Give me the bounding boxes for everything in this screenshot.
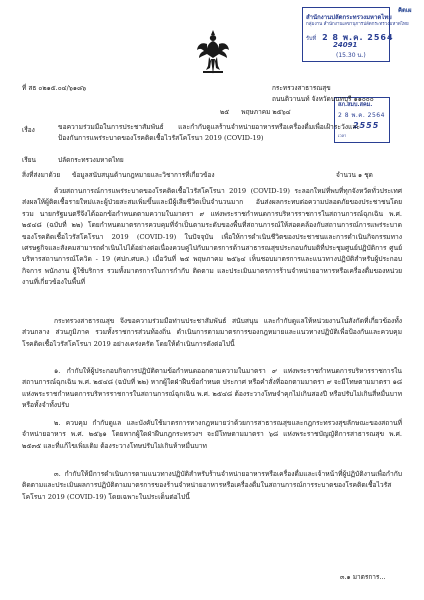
stamp-office: สำนักงานปลัดกระทรวงมหาดไทย <box>306 14 392 21</box>
body-paragraph-1: ด้วยสถานการณ์การแพร่ระบาดของโรคติดเชื้อไวรัสโคโรนา 2019 (COVID-19) ระลอกใหม่ที่พบที่ทุกจังหวัดทั่วประเทศ ส่งผลให้ผู้ติดเชื้อรายใหม่และผู้ป่วยสะสมเพิ่มขึ้นและมีผู้เสียชีวิตเป็นจำนวนมาก อันส่งผลกระทบต่อความปลอดภัยของประชาชนโดยรวม นายกรัฐมนตรีจึงได้ออกข้อกำหนดตามความในมาตรา ๙ แห่งพระราชกำหนดการบริหารราชการในสถานการณ์ฉุกเฉิน พ.ศ. ๒๕๔๘ (ฉบับที่ ๒๒) โดยกำหนดมาตรการควบคุมที่จำเป็นตามระดับของพื้นที่สถานการณ์ให้สอดคล้องกับสถานการณ์การแพร่ระบาดของโรคติดเชื้อไวรัสโคโรนา 2019 (COVID-19) ในปัจจุบัน เพื่อให้การดำเนินชีวิตของประชาชนและการดำเนินกิจกรรมทางเศรษฐกิจและสังคมสามารถดำเนินไปได้อย่างต่อเนื่องควบคู่ไปกับมาตรการด้านสาธารณสุขประกอบกับมติที่ประชุมศูนย์ปฏิบัติการ ศูนย์บริหารสถานการณ์โควิด - 19 (ศปก.ศบค.) เมื่อวันที่ ๒๕ พฤษภาคม ๒๕๖๔ เห็นชอบมาตรการและแนวทางปฏิบัติสำหรับผู้ประกอบกิจการ พนักงาน ผู้ใช้บริการ รวมทั้งมาตรการในการกำกับ ติดตาม และประเมินมาตรการร้านจำหน่ายอาหารหรือเครื่องดื่มของหน่วยงานที่เกี่ยวข้องในพื้นที่ <box>22 187 402 287</box>
date-line <box>220 107 291 117</box>
attachment-text: ข้อมูลสนับสนุนด้านกฎหมายและวิชาการที่เกี่ยวข้อง <box>72 171 215 179</box>
attachment-count: จำนวน ๑ ชุด <box>336 171 373 179</box>
stamp-number: 24091 <box>333 41 358 49</box>
stamp-department: กลุ่มงาน สำนักงานเลขานุการปลัดกระทรวงมหาดไทย <box>306 22 409 27</box>
division-stamp-name: สภ.สมบ.สคม. <box>338 102 373 108</box>
sender-ministry: กระทรวงสาธารณสุข <box>272 84 331 92</box>
division-stamp-number: 2555 <box>353 121 380 130</box>
continuation-marker: ๓.๑ มาตรการ... <box>340 573 386 581</box>
subject-label: เรื่อง <box>22 126 35 134</box>
document-number: ที่ สธ ๐๒๑๕.๐๔/๖๑๘๖ <box>22 84 87 92</box>
body-item-3: ๓. กำกับให้มีการดำเนินการตามแนวทางปฏิบัติสำหรับร้านจำหน่ายอาหารหรือเครื่องดื่มและเจ้าหน้าที่ผู้ปฏิบัติงานเพื่อกำกับ ติดตามและประเมินผลการปฏิบัติตามมาตรการของร้านจำหน่ายอาหารหรือเครื่องดื่มในสถานการณ์การระบาดของโรคติดเชื้อไวรัสโคโรนา 2019 (COVID-19) โดยเฉพาะในประเด็นต่อไปนี้ <box>22 470 402 501</box>
stamp-time: (15.30 น.) <box>336 52 366 59</box>
body-item-1: ๑. กำกับให้ผู้ประกอบกิจการปฏิบัติตามข้อกำหนดออกตามความในมาตรา ๙ แห่งพระราชกำหนดการบริหารราชการในสถานการณ์ฉุกเฉิน พ.ศ. ๒๕๔๘ (ฉบับที่ ๒๒) หากผู้ใดฝ่าฝืนข้อกำหนด ประกาศ หรือคำสั่งที่ออกตามมาตรา ๙ จะมีโทษตามมาตรา ๑๘ แห่งพระราชกำหนดการบริหารราชการในสถานการณ์ฉุกเฉิน พ.ศ. ๒๕๔๘ ต้องระวางโทษจำคุกไม่เกินสองปี หรือปรับไม่เกินสี่หมื่นบาท หรือทั้งจำทั้งปรับ <box>22 367 402 410</box>
body-item-2: ๒. ควบคุม กำกับดูแล และบังคับใช้มาตรการทางกฎหมายว่าด้วยการสาธารณสุขและกฎกระทรวงสุขลักษณะของสถานที่จำหน่ายอาหาร พ.ศ. ๒๕๖๑ โดยหากผู้ใดฝ่าฝืนกฎกระทรวงฯ จะมีโทษตามมาตรา ๖๘ แห่งพระราชบัญญัติการสาธารณสุข พ.ศ. ๒๕๓๕ และที่แก้ไขเพิ่มเติม ต้องระวางโทษปรับไม่เกินห้าหมื่นบาท <box>22 419 402 450</box>
stamp-date-label: รับที่ <box>306 36 317 42</box>
date-month-year: พฤษภาคม ๒๕๖๔ <box>241 108 291 116</box>
garuda-emblem-icon <box>196 28 230 76</box>
attachment-label: สิ่งที่ส่งมาด้วย <box>22 171 61 179</box>
division-stamp-date: 2 8 พ.ค. 2564 <box>338 112 385 119</box>
body-paragraph-2: กระทรวงสาธารณสุข จึงขอความร่วมมือท่านประชาสัมพันธ์ สนับสนุน และกำกับดูแลให้หน่วยงานในสังกัดที่เกี่ยวข้องทั้งส่วนกลาง ส่วนภูมิภาค รวมทั้งราชการส่วนท้องถิ่น ดำเนินการตามมาตรการของกฎหมายและแนวทางปฏิบัติเพื่อป้องกันและควบคุมโรคติดเชื้อไวรัสโคโรนา 2019 อย่างเคร่งครัด โดยให้ดำเนินการดังต่อไปนี้ <box>22 317 402 348</box>
salutation-label: เรียน <box>22 156 36 164</box>
date-day: ๒๕ <box>220 108 230 116</box>
sender-address: ถนนติวานนท์ จังหวัดนนทบุรี ๑๑๐๐๐ <box>272 95 374 103</box>
subject-text: ขอความร่วมมือในการประชาสัมพันธ์ และกำกับดูแลร้านจำหน่ายอาหารหรือเครื่องดื่มเพื่อเฝ้าระวังและป้องกันการแพร่ระบาดของโรคติดเชื้อไวรัสโคโรนา 2019 (COVID-19) <box>58 123 360 143</box>
handwritten-tag: คิดเผ <box>398 7 412 14</box>
stamp-date-value: 2 8 พ.ค. 2564 <box>322 33 394 42</box>
division-stamp-time: เวลา <box>338 133 347 138</box>
salutation-recipient: ปลัดกระทรวงมหาดไทย <box>58 156 124 164</box>
